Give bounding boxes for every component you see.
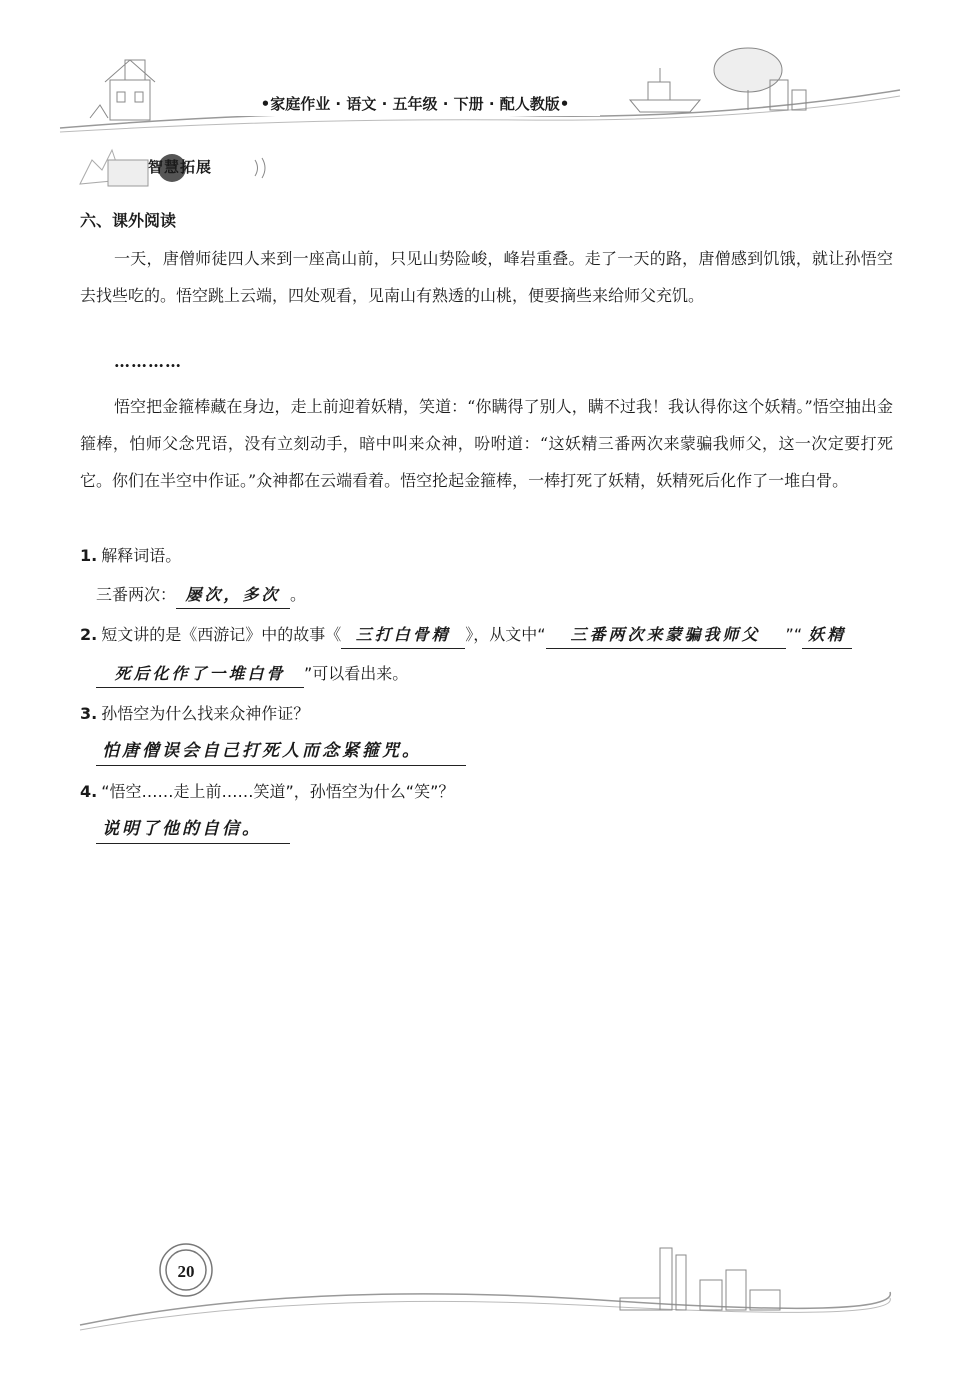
question-text: ”“ — [785, 625, 803, 644]
question-3 — [80, 701, 309, 727]
question-2-continued — [96, 661, 408, 688]
question-1 — [80, 543, 181, 569]
question-4 — [80, 779, 454, 805]
answer-field-quote-2a[interactable]: 妖精 — [802, 622, 852, 649]
section-badge-title: 智慧拓展 — [148, 158, 213, 176]
answer-field[interactable]: 怕唐僧误会自己打死人而念紧箍咒。 — [96, 737, 466, 766]
answer-field[interactable]: 说明了他的自信。 — [96, 815, 290, 844]
question-text: 解释词语。 — [101, 546, 182, 565]
question-number: 2. — [80, 625, 98, 644]
question-text: 孙悟空为什么找来众神作证？ — [101, 704, 310, 723]
question-text: ”可以看出来。 — [304, 664, 409, 683]
question-number: 3. — [80, 704, 98, 723]
question-number: 1. — [80, 546, 98, 565]
answer-field-quote-1[interactable]: 三番两次来蒙骗我师父 — [546, 622, 786, 649]
city-skyline-illustration — [620, 1248, 780, 1310]
question-text: 》，从文中“ — [465, 625, 546, 644]
tree-illustration — [714, 48, 806, 110]
house-illustration — [90, 60, 155, 120]
answer-field-quote-2b[interactable]: 死后化作了一堆白骨 — [96, 661, 304, 688]
question-1-answer-row — [96, 582, 306, 609]
term-label: 三番两次： — [96, 585, 177, 604]
passage-paragraph-1: 一天，唐僧师徒四人来到一座高山前，只见山势险峻，峰岩重叠。走了一天的路，唐僧感到饥饿，就让孙悟空去找些吃的。悟空跳上云端，四处观看，见南山有熟透的山桃，便要摘些来给师父充饥。 — [80, 249, 893, 305]
passage-paragraph-2: 悟空把金箍棒藏在身边，走上前迎着妖精，笑道：“你瞒得了别人，瞒不过我！我认得你这个妖精。”悟空抽出金箍棒，怕师父念咒语，没有立刻动手，暗中叫来众神，吩咐道：“这妖精三番两次来蒙骗我师父，这一次定要打死它。你们在半空中作证。”众神都在云端看着。悟空抡起金箍棒，一棒打死了妖精，妖精死后化作了一堆白骨。 — [80, 397, 893, 490]
passage-ellipsis: ………… — [114, 352, 182, 371]
footer-decoration — [0, 1230, 979, 1340]
page-number: 20 — [177, 1262, 195, 1281]
section-title: 六、课外阅读 — [80, 211, 177, 230]
question-number: 4. — [80, 782, 98, 801]
question-2 — [80, 622, 893, 649]
answer-field[interactable]: 屡次，多次 — [176, 582, 290, 609]
header-decoration — [0, 0, 979, 140]
header-title: •家庭作业 · 语文 · 五年级 · 下册 · 配人教版• — [230, 92, 600, 116]
punctuation: 。 — [290, 585, 307, 604]
answer-field-story[interactable]: 三打白骨精 — [341, 622, 465, 649]
question-text: 短文讲的是《西游记》中的故事《 — [101, 625, 342, 644]
boat-illustration — [630, 68, 700, 112]
question-text: “悟空……走上前……笑道”，孙悟空为什么“笑”？ — [101, 782, 455, 801]
